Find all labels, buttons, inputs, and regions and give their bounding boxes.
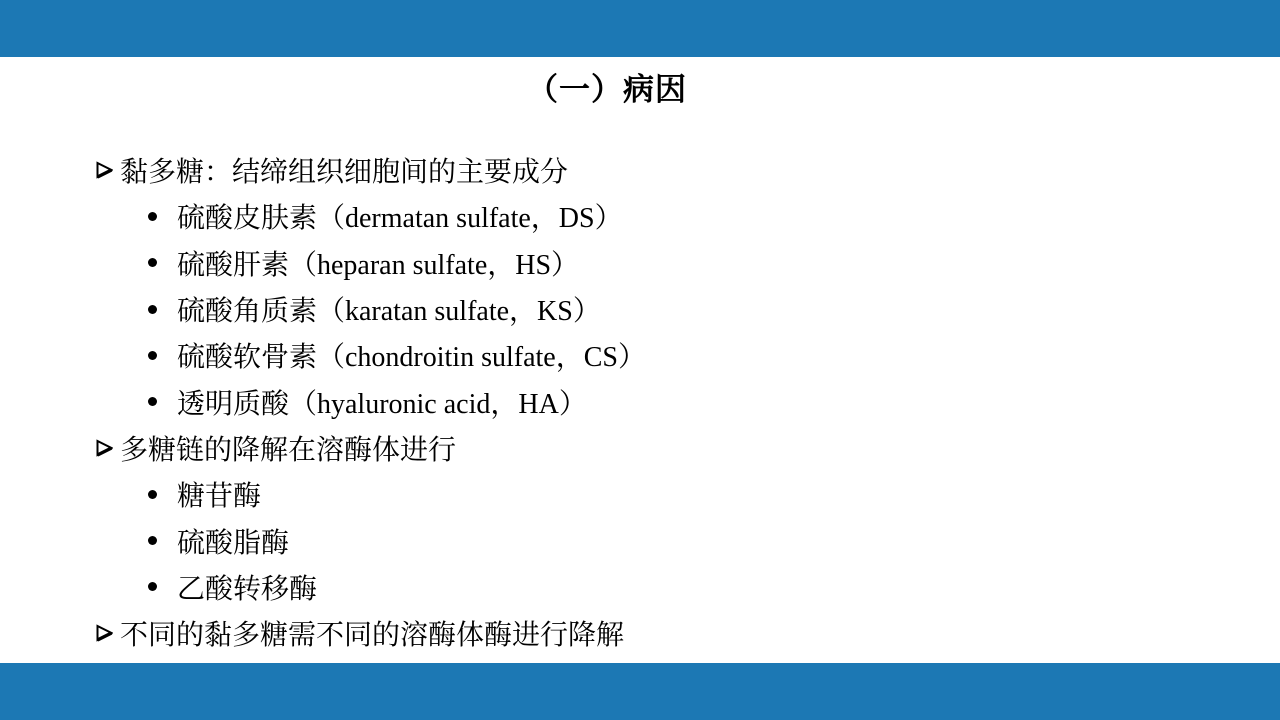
- dot-bullet-icon: [146, 582, 177, 591]
- bullet-text: 硫酸肝素（heparan sulfate，HS）: [177, 249, 580, 281]
- dot-bullet-icon: [146, 536, 177, 545]
- bullet-item: [0, 286, 1280, 332]
- bullet-text: 透明质酸（hyaluronic acid，HA）: [177, 388, 587, 420]
- bullet-text: 不同的黏多糖需不同的溶酶体酶进行降解: [120, 620, 625, 652]
- arrow-bullet-icon: [96, 439, 120, 457]
- bullet-text: 黏多糖：结缔组织细胞间的主要成分: [120, 157, 569, 189]
- dot-bullet-icon: [146, 305, 177, 314]
- arrow-bullet-icon: [96, 624, 120, 642]
- dot-bullet-icon: [146, 258, 177, 267]
- top-band: [0, 0, 1280, 57]
- bullet-item: [0, 610, 1280, 656]
- bottom-band: [0, 663, 1280, 720]
- bullet-text: 硫酸皮肤素（dermatan sulfate，DS）: [177, 203, 623, 235]
- bullet-text: 硫酸脂酶: [177, 527, 290, 559]
- bullet-text: 硫酸软骨素（chondroitin sulfate，CS）: [177, 342, 646, 374]
- bullet-item: [0, 471, 1280, 517]
- bullet-item: [0, 193, 1280, 239]
- bullet-item: [0, 147, 1280, 193]
- bullet-text: 乙酸转移酶: [177, 573, 318, 605]
- bullet-item: [0, 517, 1280, 563]
- dot-bullet-icon: [146, 397, 177, 406]
- dot-bullet-icon: [146, 212, 177, 221]
- arrow-bullet-icon: [96, 161, 120, 179]
- bullet-item: [0, 564, 1280, 610]
- dot-bullet-icon: [146, 490, 177, 499]
- dot-bullet-icon: [146, 351, 177, 360]
- bullet-item: [0, 240, 1280, 286]
- bullet-text: 糖苷酶: [177, 481, 262, 513]
- bullet-text: 硫酸角质素（karatan sulfate，KS）: [177, 296, 601, 328]
- bullet-item: [0, 378, 1280, 424]
- bullet-item: [0, 425, 1280, 471]
- slide-title: （一）病因: [527, 72, 687, 107]
- bullet-list: [0, 147, 1280, 656]
- bullet-text: 多糖链的降解在溶酶体进行: [120, 434, 457, 466]
- bullet-item: [0, 332, 1280, 378]
